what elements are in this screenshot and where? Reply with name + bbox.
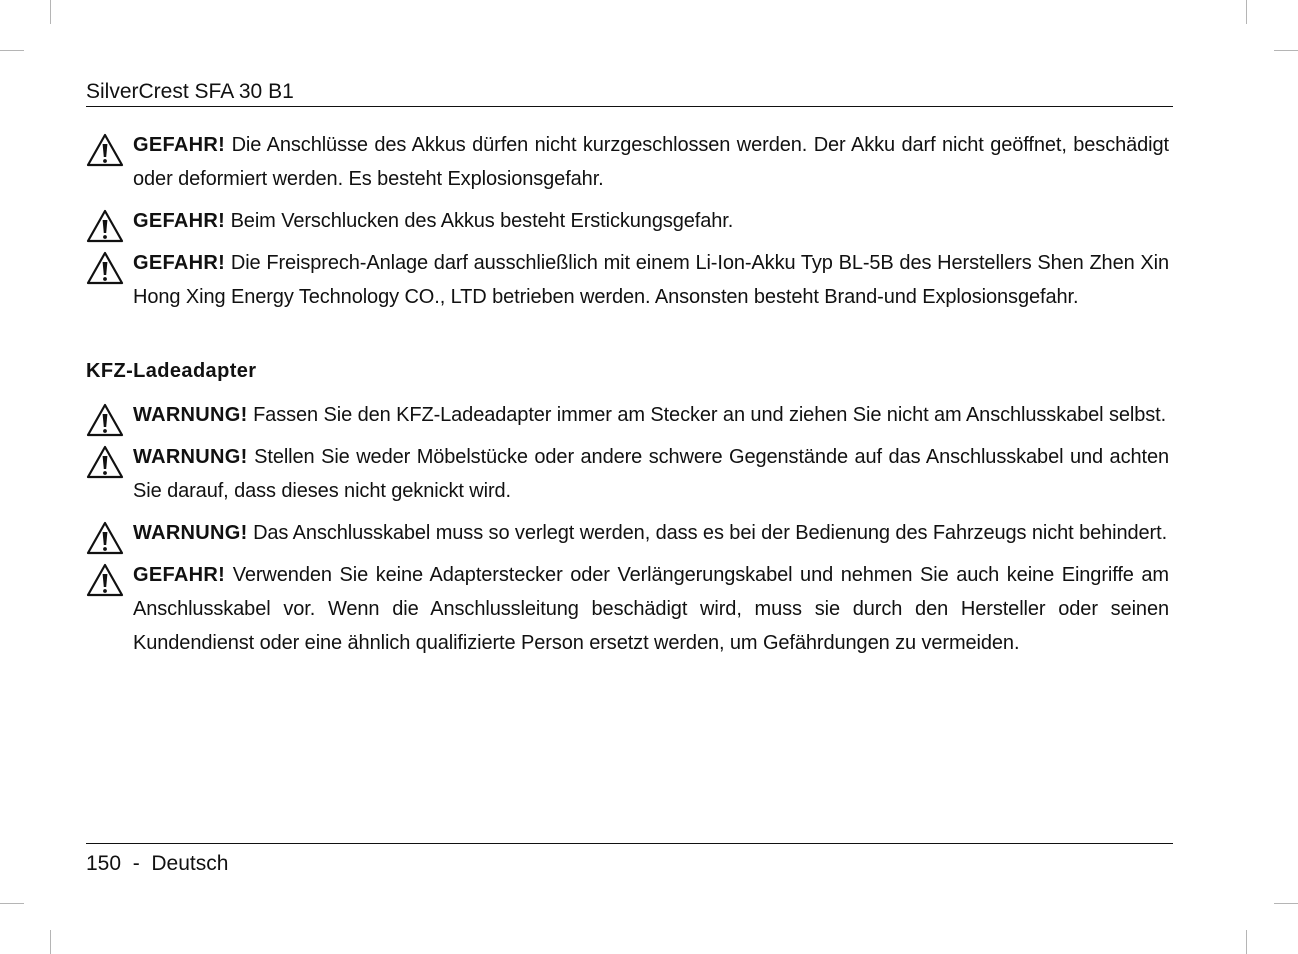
warning-triangle-icon xyxy=(86,563,124,597)
notice-body: Stellen Sie weder Möbelstücke oder andere schwere Gegenstände auf das Anschlusskabel und achten Sie darauf, dass dieses nicht geknickt wird. xyxy=(133,446,1169,502)
notice-text xyxy=(133,558,1169,660)
page-header xyxy=(86,80,1173,107)
notice-list-top xyxy=(86,128,1169,314)
notice-text xyxy=(133,246,1169,314)
crop-mark xyxy=(1246,930,1247,954)
warning-notice xyxy=(86,440,1169,508)
warning-notice xyxy=(86,128,1169,196)
notice-body: Beim Verschlucken des Akkus besteht Erstickungsgefahr. xyxy=(225,210,734,232)
warning-notice xyxy=(86,398,1169,432)
notice-text xyxy=(133,516,1169,550)
warning-triangle-icon xyxy=(86,251,124,285)
notice-label: GEFAHR! xyxy=(133,564,226,586)
notice-label: WARNUNG! xyxy=(133,446,248,468)
page-number: 150 xyxy=(86,852,122,875)
footer-language: Deutsch xyxy=(151,852,229,875)
warning-triangle-icon xyxy=(86,521,124,555)
warning-notice xyxy=(86,246,1169,314)
crop-mark xyxy=(50,0,51,24)
warning-notice xyxy=(86,516,1169,550)
footer-separator: - xyxy=(132,852,140,875)
crop-mark xyxy=(0,50,24,51)
crop-mark xyxy=(1274,50,1298,51)
notice-label: WARNUNG! xyxy=(133,404,248,426)
notice-label: GEFAHR! xyxy=(133,252,226,274)
notice-body: Verwenden Sie keine Adapterstecker oder Verlängerungskabel und nehmen Sie auch keine Eingriffe am Anschlusskabel vor. Wenn die Anschlussleitung beschädigt wird, muss sie durch den Hersteller oder seinen Kundendienst oder eine ähnlich qualifizierte Person ersetzt werden, um Gefährdungen zu vermeiden. xyxy=(133,564,1169,654)
notice-body: Das Anschlusskabel muss so verlegt werden, dass es bei der Bedienung des Fahrzeugs nicht behindert. xyxy=(247,522,1168,544)
notice-label: GEFAHR! xyxy=(133,134,226,156)
section-title: KFZ-Ladeadapter xyxy=(86,360,257,382)
notice-body: Fassen Sie den KFZ-Ladeadapter immer am Stecker an und ziehen Sie nicht am Anschlusskabel selbst. xyxy=(247,404,1167,426)
notice-body: Die Freisprech-Anlage darf ausschließlich mit einem Li-Ion-Akku Typ BL-5B des Herstellers Shen Zhen Xin Hong Xing Energy Technology CO., LTD betrieben werden. Ansonsten besteht Brand-und Explosionsgefahr. xyxy=(133,252,1169,308)
crop-mark xyxy=(1274,903,1298,904)
warning-triangle-icon xyxy=(86,445,124,479)
page-header-title: SilverCrest SFA 30 B1 xyxy=(86,80,294,103)
notice-text xyxy=(133,204,1169,238)
warning-triangle-icon xyxy=(86,209,124,243)
crop-mark xyxy=(1246,0,1247,24)
notice-text xyxy=(133,128,1169,196)
crop-mark xyxy=(0,903,24,904)
page-content xyxy=(86,128,1169,668)
warning-notice xyxy=(86,558,1169,660)
notice-label: WARNUNG! xyxy=(133,522,248,544)
crop-mark xyxy=(50,930,51,954)
notice-body: Die Anschlüsse des Akkus dürfen nicht kurzgeschlossen werden. Der Akku darf nicht geöffnet, beschädigt oder deformiert werden. Es besteht Explosionsgefahr. xyxy=(133,134,1169,190)
warning-triangle-icon xyxy=(86,133,124,167)
notice-text xyxy=(133,398,1169,432)
notice-label: GEFAHR! xyxy=(133,210,226,232)
page-footer xyxy=(86,843,1173,876)
notice-list-section xyxy=(86,398,1169,660)
warning-triangle-icon xyxy=(86,403,124,437)
notice-text xyxy=(133,440,1169,508)
warning-notice xyxy=(86,204,1169,238)
